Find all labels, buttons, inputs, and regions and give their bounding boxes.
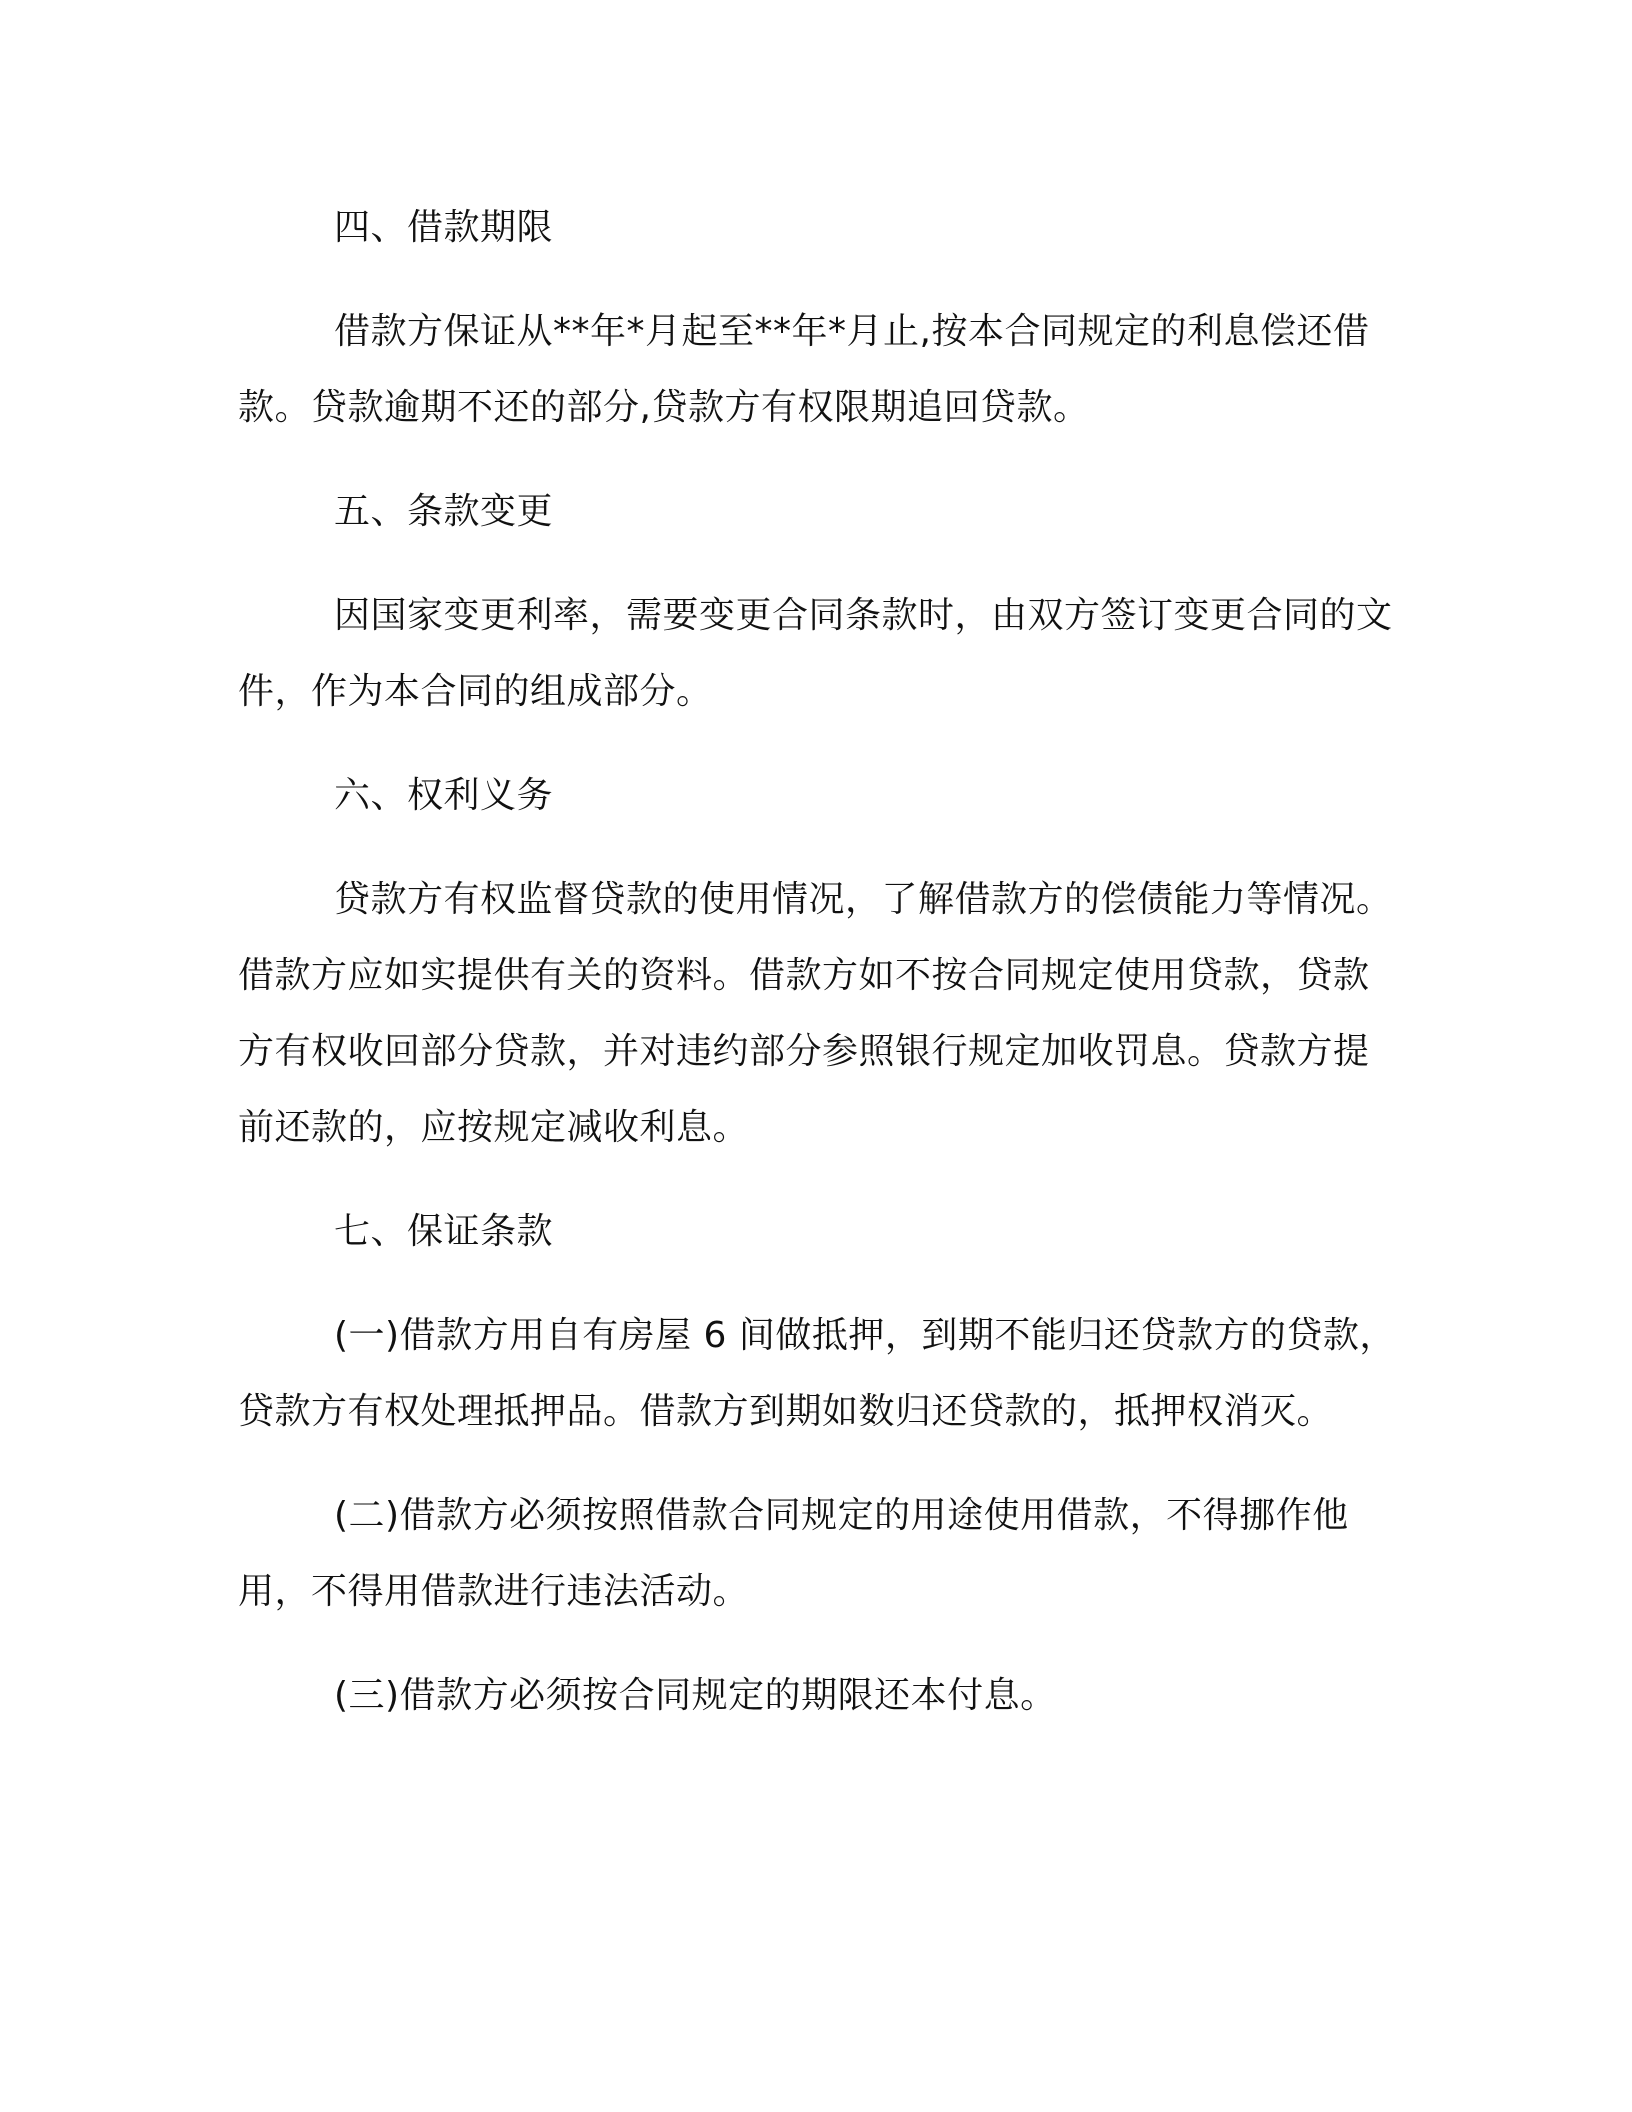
section-5-heading: 五、条款变更 [334,491,554,532]
section-7-heading: 七、保证条款 [334,1211,554,1252]
document-content [238,190,1398,1762]
section-6-body: 贷款方有权监督贷款的使用情况，了解借款方的偿债能力等情况。借款方应如实提供有关的资料。借款方如不按合同规定使用贷款，贷款方有权收回部分贷款，并对违约部分参照银行规定加收罚息。贷款方提前还款的，应按规定减收利息。 [238,879,1393,1148]
section-7-item-2: (二)借款方必须按照借款合同规定的用途使用借款，不得挪作他用，不得用借款进行违法活动。 [238,1495,1349,1612]
section-5-body: 因国家变更利率，需要变更合同条款时，由双方签订变更合同的文件，作为本合同的组成部分。 [238,595,1393,712]
section-7-item-3: (三)借款方必须按合同规定的期限还本付息。 [334,1675,1057,1716]
section-7-item-1: (一)借款方用自有房屋 6 间做抵押，到期不能归还贷款方的贷款，贷款方有权处理抵押品。借款方到期如数归还贷款的，抵押权消灭。 [238,1315,1396,1432]
section-4-heading: 四、借款期限 [334,207,554,248]
section-6-heading: 六、权利义务 [334,775,554,816]
section-4-body: 借款方保证从**年*月起至**年*月止,按本合同规定的利息偿还借款。贷款逾期不还的部分,贷款方有权限期追回贷款。 [238,311,1370,428]
